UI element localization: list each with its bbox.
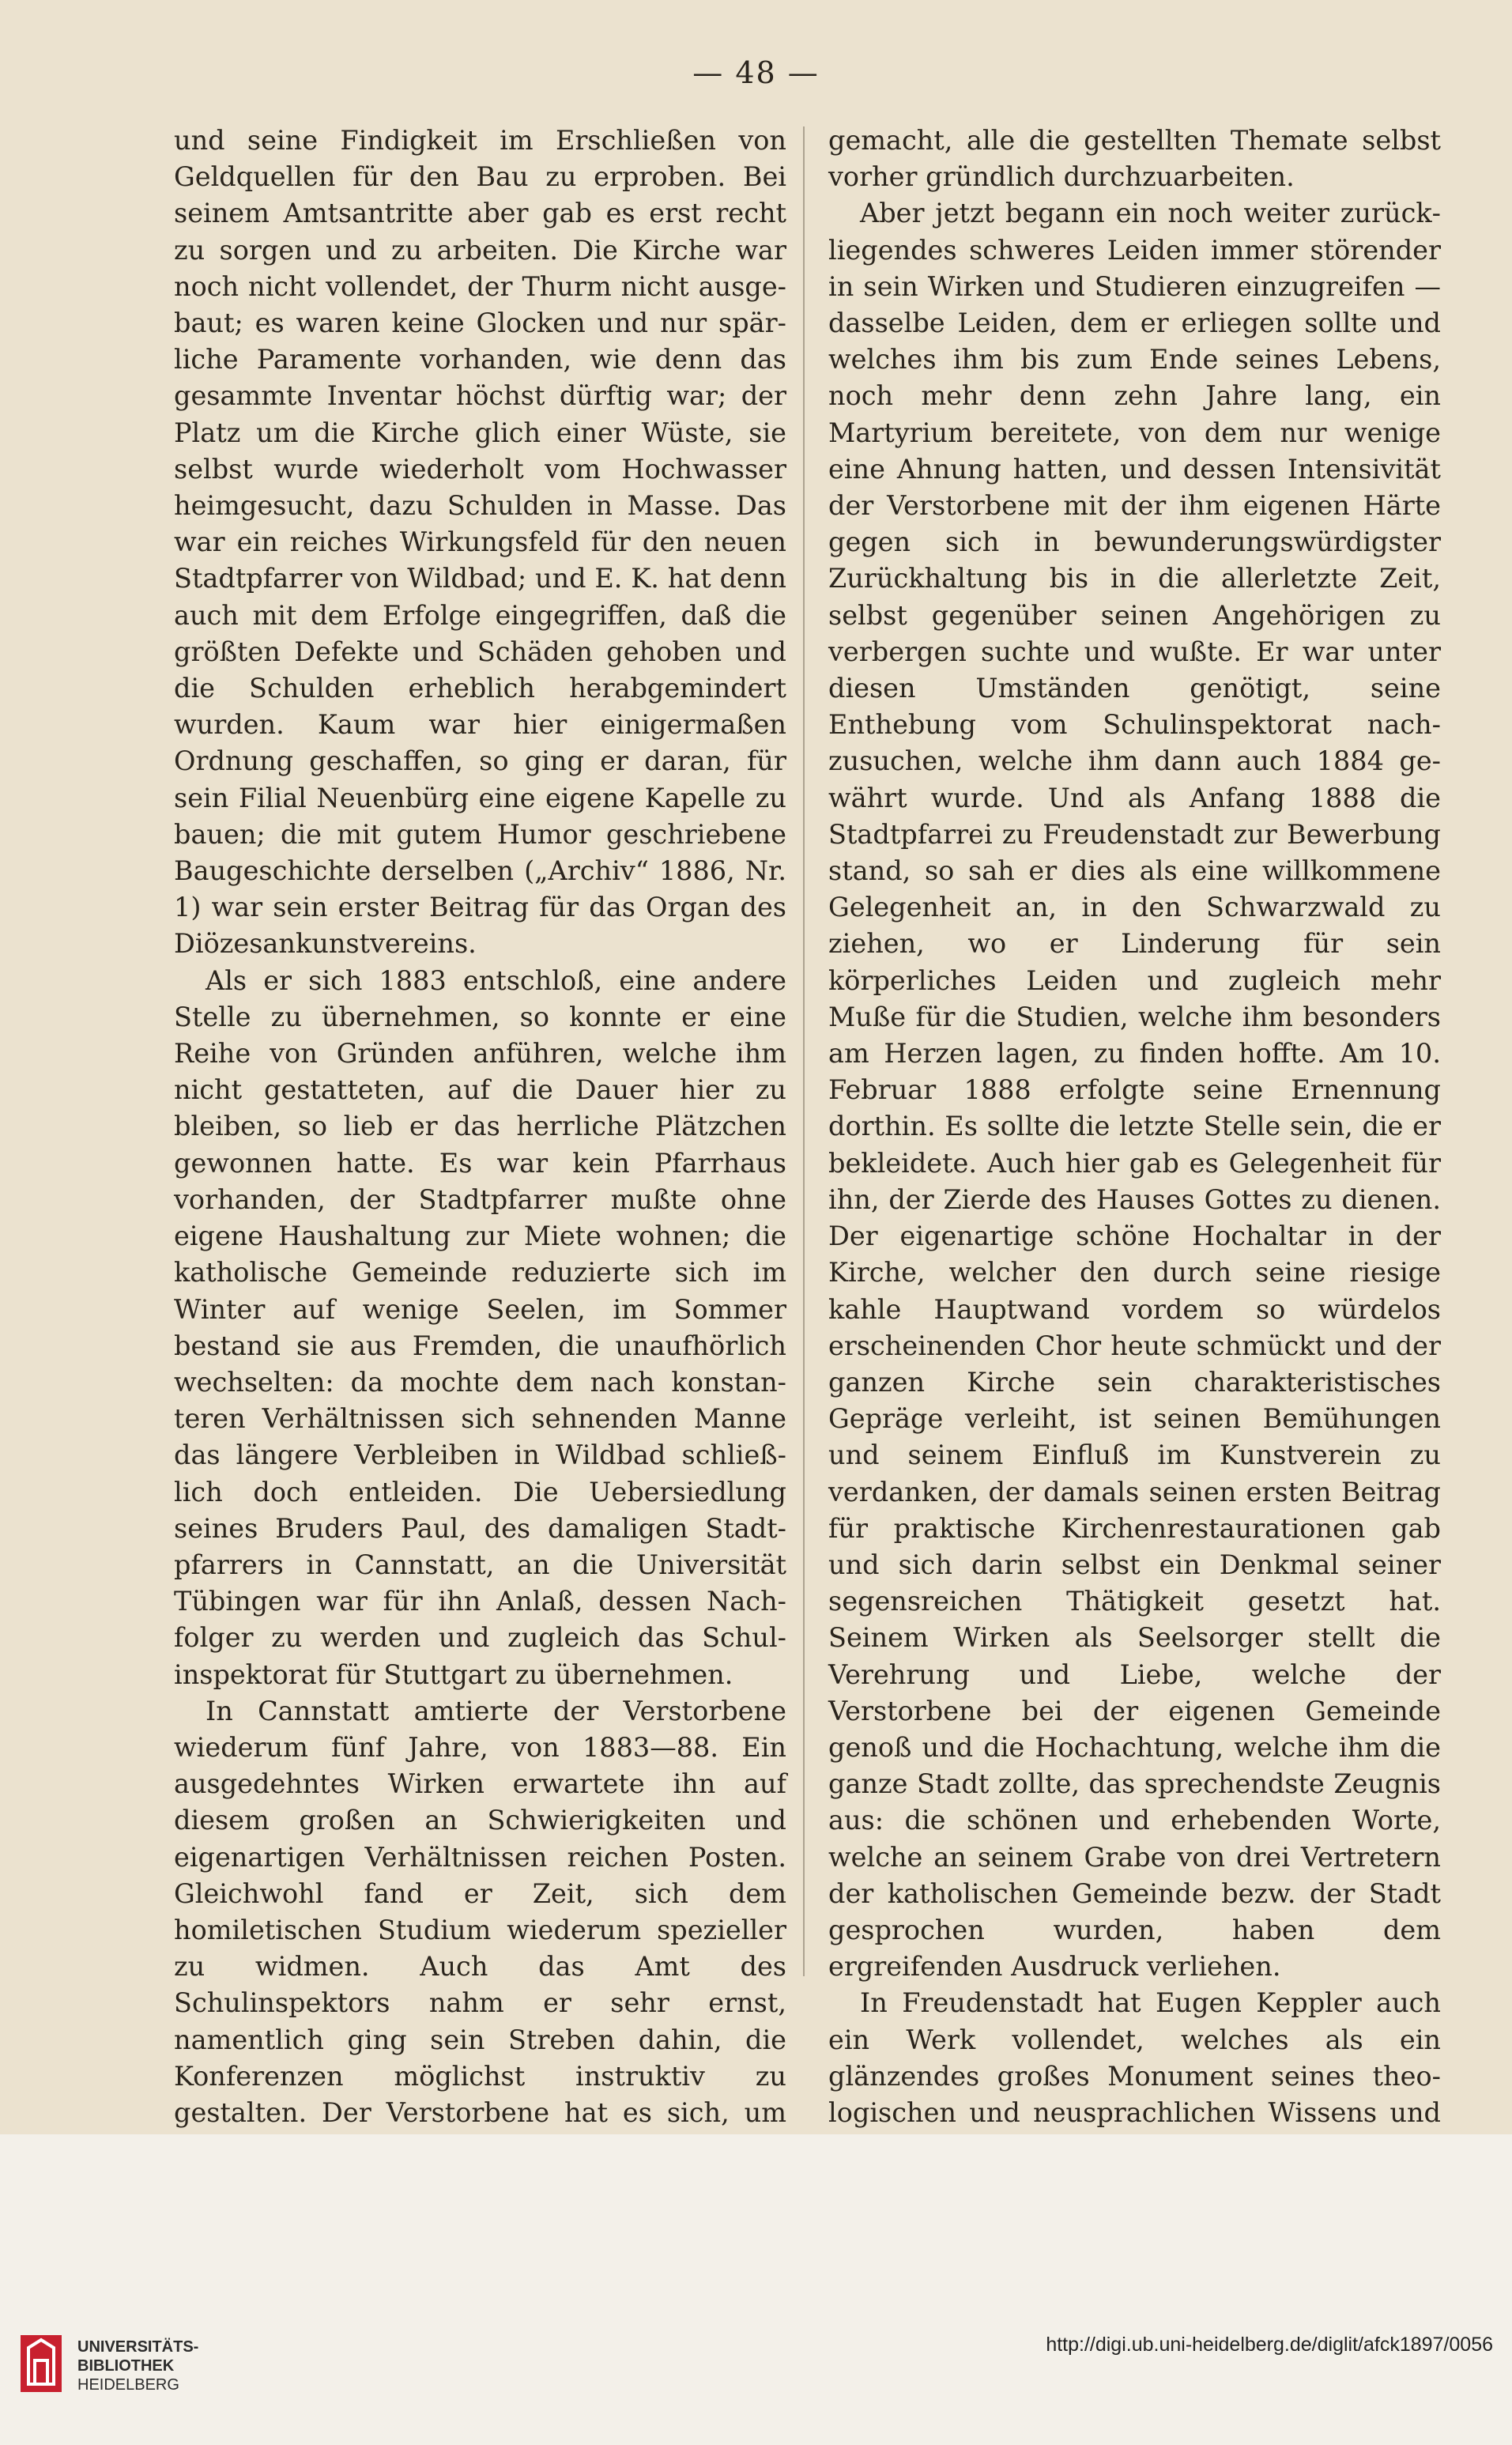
paragraph: In Freudenstadt hat Eugen Keppler auch ein Werk vollendet, welches als ein glänzendes großes Monument seines theologischen und neusprachlichen Wissens und <box>828 1987 1441 2128</box>
page-number: — 48 — <box>692 55 820 90</box>
library-name-line: UNIVERSITÄTS- <box>77 2338 199 2356</box>
paragraph: In Cannstatt amtierte der Verstorbene wiederum fünf Jahre, von 1883—88. Ein ausgedehntes Wirken erwartete ihn auf diesem großen an Schwierigkeiten und eigenartigen Verhältnissen reichen Posten. Gleichwohl fand er Zeit, sich dem homiletischen Studium wiederum spezieller zu widmen. Auch das Amt des Schulinspektors nahm er sehr ernst, namentlich ging sein Streben dahin, die Konferenzen möglichst instruktiv zu gestalten. Der Verstorbene hat es sich, um <box>174 1695 786 2128</box>
paragraph: Aber jetzt begann ein noch weiter zurückliegendes schweres Leiden immer störender in sein Wirken und Studieren einzugreifen — dasselbe Leiden, dem er erliegen sollte und welches ihm bis zum Ende seines Lebens, noch mehr denn zehn Jahre lang, ein Martyrium bereitete, von dem nur wenige eine Ahnung hatten, und dessen Intensivität der Verstorbene mit der ihm eigenen Härte gegen sich in bewunderungswürdigster Zurückhaltung bis in die allerletzte Zeit, selbst gegenüber seinen Angehörigen zu verbergen suchte und wußte. Er war unter diesen Umständen genötigt, seine Enthebung vom Schulinspektorat nachzusuchen, welche ihm dann auch 1884 gewährt wurde. Und als Anfang 1888 die Stadtpfarrei zu Freudenstadt zur Bewerbung stand, so sah er dies als eine willkommene Gelegenheit an, in den Schwarzwald zu ziehen, wo er Linderung für sein körperliches Leiden und zugleich mehr Muße für die Studien, welche ihm besonders am Herzen lagen, zu finden hoffte. Am 10. Februar 1888 erfolgte seine Ernennung dorthin. Es sollte die letzte Stelle sein, die er bekleidete. Auch hier gab es Gelegenheit für ihn, der Zierde des Hauses Gottes zu dienen. Der eigenartige schöne Hochaltar in der Kirche, welcher den durch seine riesige kahle Hauptwand vordem so würdelos erscheinenden Chor heute schmückt und der ganzen Kirche sein charakteristisches Gepräge verleiht, ist seinen Bemühungen und seinem Einfluß im Kunstverein zu verdanken, der damals seinen ersten Beitrag für praktische Kirchenrestaurationen gab und sich darin selbst ein Denkmal seiner segensreichen Thätigkeit gesetzt hat. Seinem Wirken als Seelsorger stellt die Verehrung und Liebe, welche der Verstorbene bei der eigenen Gemeinde genoß und die Hochachtung, welche ihm die ganze Stadt zollte, das sprechendste Zeugnis aus: die schönen und erhebenden Worte, welche an seinem Grabe von drei Vertretern der katholischen Gemeinde bezw. der Stadt gesprochen wurden, haben dem ergreifenden Ausdruck verliehen. <box>828 198 1441 1983</box>
column-divider <box>803 126 805 1976</box>
left-column <box>174 123 786 2168</box>
library-seal-icon <box>17 2332 65 2395</box>
library-name-line: BIBLIOTHEK <box>77 2357 175 2375</box>
viewer-footer <box>0 2134 1512 2445</box>
paragraph: Als er sich 1883 entschloß, eine andere Stelle zu übernehmen, so konnte er eine Reihe von Gründen anführen, welche ihm nicht gestatteten, auf die Dauer hier zu bleiben, so lieb er das herrliche Plätzchen gewonnen hatte. Es war kein Pfarrhaus vorhanden, der Stadtpfarrer mußte ohne eigene Haushaltung zur Miete wohnen; die katholische Gemeinde reduzierte sich im Winter auf wenige Seelen, im Sommer bestand sie aus Fremden, die unaufhörlich wechselten: da mochte dem nach konstanteren Verhältnissen sich sehnenden Manne das längere Verbleiben in Wildbad schließlich doch entleiden. Die Uebersiedlung seines Bruders Paul, des damaligen Stadtpfarrers in Cannstatt, an die Universität Tübingen war für ihn Anlaß, dessen Nachfolger zu werden und zugleich das Schulinspektorat für Stuttgart zu übernehmen. <box>174 964 786 1690</box>
library-name-line: HEIDELBERG <box>77 2376 179 2394</box>
paragraph: und seine Findigkeit im Erschließen von Geldquellen für den Bau zu erproben. Bei seinem Amtsantritte aber gab es erst recht zu sorgen und zu arbeiten. Die Kirche war noch nicht vollendet, der Thurm nicht ausgebaut; es waren keine Glocken und nur spärliche Paramente vorhanden, wie denn das gesammte Inventar höchst dürftig war; der Platz um die Kirche glich einer Wüste, sie selbst wurde wiederholt vom Hochwasser heimgesucht, dazu Schulden in Masse. Das war ein reiches Wirkungsfeld für den neuen Stadtpfarrer von Wildbad; und E. K. hat denn auch mit dem Erfolge eingegriffen, daß die größten Defekte und Schäden gehoben und die Schulden erheblich herabgemindert wurden. Kaum war hier einigermaßen Ordnung geschaffen, so ging er daran, für sein Filial Neuenbürg eine eigene Kapelle zu bauen; die mit gutem Humor geschriebene Baugeschichte derselben („Archiv“ 1886, Nr. 1) war sein erster Beitrag für das Organ des Diözesankunstvereins. <box>174 125 786 960</box>
paragraph: gemacht, alle die gestellten Themate selbst vorher gründlich durchzuarbeiten. <box>828 125 1441 193</box>
library-name <box>77 2337 198 2394</box>
right-column <box>828 123 1441 2168</box>
source-url-link[interactable]: http://digi.ub.uni-heidelberg.de/diglit/afck1897/0056 <box>1046 2334 1493 2356</box>
